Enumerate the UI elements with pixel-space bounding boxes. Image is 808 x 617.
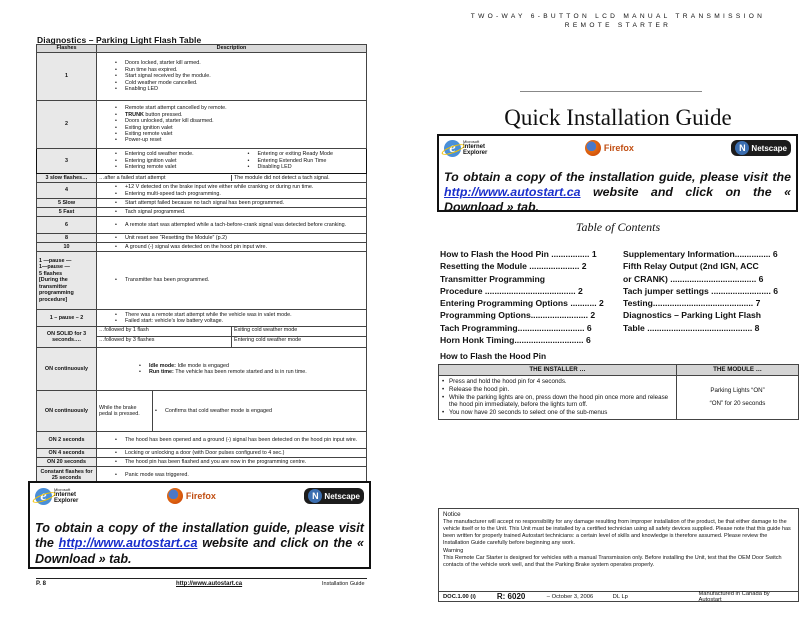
- firefox-icon: [585, 140, 601, 156]
- diagnostics-table: [36, 44, 367, 484]
- footer-doc-name: Installation Guide: [322, 581, 365, 587]
- col-module: THE MODULE …: [677, 365, 799, 376]
- table-row: ON continuously • Idle mode: Idle mode is engaged • Run time: The vehicle has been remote started and is in run time.: [37, 348, 367, 391]
- netscape-icon: N: [308, 489, 322, 503]
- toc-item[interactable]: How to Flash the Hood Pin ................ 1: [440, 249, 597, 259]
- footer-url[interactable]: http://www.autostart.ca: [176, 581, 243, 587]
- table-row: 4 • +12 V detected on the brake input wire either while cranking or during run time. • Entering multi-speed tach programming.: [37, 183, 367, 199]
- toc-item[interactable]: Diagnostics – Parking Light Flash: [623, 310, 762, 321]
- hood-pin-table: [438, 364, 799, 420]
- col-flashes: Flashes: [37, 45, 97, 53]
- autostart-link[interactable]: http://www.autostart.ca: [444, 185, 581, 200]
- toc-item[interactable]: Transmitter Programming: [440, 273, 546, 284]
- table-row: ON 20 seconds • The hood pin has been flashed and you are now in the programming centre.: [37, 458, 367, 467]
- toc-item[interactable]: Procedure ...................................... 2: [440, 285, 583, 296]
- internet-explorer-logo: e Microsoft Internet Explorer: [35, 488, 78, 505]
- toc-item[interactable]: Programming Options........................ 2: [440, 310, 596, 321]
- table-row: ON 4 seconds • Locking or unlocking a door (with Door pulses configured to 4 sec.): [37, 449, 367, 458]
- table-row: Constant flashes for 25 seconds • Panic mode was triggered.: [37, 467, 367, 484]
- table-row: 2 • Remote start attempt cancelled by remote. • TRUNK button pressed. • Doors unlocked, starter kill disarmed. • Exiting ignition valet • Exiting remote valet • Power-up reset: [37, 101, 367, 149]
- table-row: 5 Fast • Tach signal programmed.: [37, 208, 367, 217]
- firefox-logo: Firefox: [585, 140, 634, 156]
- netscape-icon: N: [735, 141, 749, 155]
- netscape-logo: N Netscape: [304, 488, 364, 504]
- toc-item[interactable]: Entering Programming Options ........... 2: [440, 298, 604, 309]
- netscape-logo: N Netscape: [731, 140, 791, 156]
- toc-right-column: [623, 248, 778, 334]
- table-row: • Press and hold the hood pin for 4 seconds. • Release the hood pin. • While the parking lights are on, press down the hood pin once more and release the hood pin immediately, before the lights turn off. • You now have 20 seconds to select one of the sub-menus Parking Lights “ON” “ON” for 20 seconds: [439, 376, 799, 420]
- table-row: 3 • Entering cold weather mode. • Entering ignition valet • Entering remote valet • Entering or exiting Ready Mode • Entering Extended Run Time • Disabling LED: [37, 149, 367, 174]
- toc-item[interactable]: Testing.......................................... 7: [623, 298, 761, 309]
- notice-box: Notice The manufacturer will accept no responsibility for any damage resulting from improper installation of the product, be that either damage to the vehicle itself or to the Unit. This Unit must be installed by a certified technician using all safety devices supplied. Please note that this guide has been written for properly trained Autostart technicians: a certain level of skills and knowledge is therefore assumed. Please review the Installation Guide carefully before beginning any work. Warning This Remote Car Starter is designed for vehicles with a manual Transmission only. Before installing the Unit, test that the OEM Door Switch contacts of the vehicle work well, and that the Parking Brake system operates properly.: [438, 508, 799, 592]
- table-row: 5 Slow • Start attempt failed because no tach signal has been programmed.: [37, 199, 367, 208]
- table-row: ON 2 seconds • The hood has been opened and a ground (-) signal has been detected on the hood pin input wire.: [37, 432, 367, 449]
- col-description: Description: [97, 45, 367, 53]
- toc-item[interactable]: Resetting the Module ..................... 2: [440, 261, 587, 272]
- table-row: 6 • A remote start was attempted while a tach-before-crank signal was detected before cranking.: [37, 217, 367, 234]
- table-row: 8 • Unit reset see “Resetting the Module” (p.2): [37, 234, 367, 243]
- page-number: P. 8: [36, 581, 46, 587]
- diag-table-title: Diagnostics – Parking Light Flash Table: [37, 35, 202, 45]
- download-text: To obtain a copy of the installation guide, please visit the http://www.autostart.ca website and click on the « Download » tab.: [35, 521, 364, 566]
- firefox-icon: [167, 488, 183, 504]
- toc-item[interactable]: Fifth Relay Output (2nd IGN, ACC: [623, 261, 759, 272]
- download-text: To obtain a copy of the installation guide, please visit the http://www.autostart.ca website and click on the « Download » tab.: [444, 170, 791, 215]
- toc-item[interactable]: or CRANK) .................................... 6: [623, 273, 764, 284]
- table-row: 10 • A ground (-) signal was detected on the hood pin input wire.: [37, 243, 367, 252]
- table-row: ON continuously While the brake pedal is pressed. • Confirms that cold weather mode is engaged: [37, 391, 367, 432]
- table-row: ON SOLID for 3 seconds…. …followed by 1 flash Exiting cold weather mode …followed by 3 flashes Entering cold weather mode: [37, 327, 367, 348]
- document-footer: DOC.1.00 (i) R: 6020 – October 3, 2006 DL Lp Manufactured in Canada by Autostart: [438, 592, 799, 602]
- table-row: 1 • Doors locked, starter kill armed. • Run time has expired. • Start signal received by the module. • Cold weather mode cancelled. • Enabling LED: [37, 53, 367, 101]
- footer-divider: [36, 578, 367, 579]
- ie-icon: e: [35, 488, 52, 505]
- table-row: 1 – pause – 2 • There was a remote start attempt while the vehicle was in valet mode. • Failed start: vehicle’s low battery voltage.: [37, 310, 367, 327]
- section-title-hood-pin: How to Flash the Hood Pin: [440, 351, 547, 361]
- toc-item[interactable]: Tach Programming............................ 6: [440, 322, 592, 333]
- table-row: 3 slow flashes… …after a failed start attempt The module did not detect a tach signal.: [37, 174, 367, 183]
- table-row: 1 —pause — 1—pause — 5 flashes [During the transmitter programming procedure] • Transmitter has been programmed.: [37, 252, 367, 310]
- autostart-link[interactable]: http://www.autostart.ca: [58, 536, 198, 551]
- page-title: Quick Installation Guide: [504, 105, 732, 130]
- firefox-logo: Firefox: [167, 488, 216, 504]
- download-box-left: [28, 481, 371, 569]
- internet-explorer-logo: e Microsoft Internet Explorer: [444, 140, 487, 157]
- toc-item[interactable]: Tach jumper settings ......................... 6: [623, 285, 779, 296]
- toc-item[interactable]: Horn Honk Timing............................. 6: [440, 335, 591, 346]
- toc-left-column: [440, 248, 604, 346]
- ie-icon: e: [444, 140, 461, 157]
- page-header: TWO-WAY 6-BUTTON LCD MANUAL TRANSMISSION REMOTE STARTER: [470, 13, 766, 29]
- toc-title: Table of Contents: [575, 220, 661, 234]
- col-installer: THE INSTALLER …: [439, 365, 677, 376]
- toc-item[interactable]: Table ............................................ 8: [623, 322, 760, 333]
- download-box-right: [437, 134, 798, 215]
- toc-item[interactable]: Supplementary Information............... 6: [623, 249, 778, 259]
- header-divider: [520, 91, 702, 92]
